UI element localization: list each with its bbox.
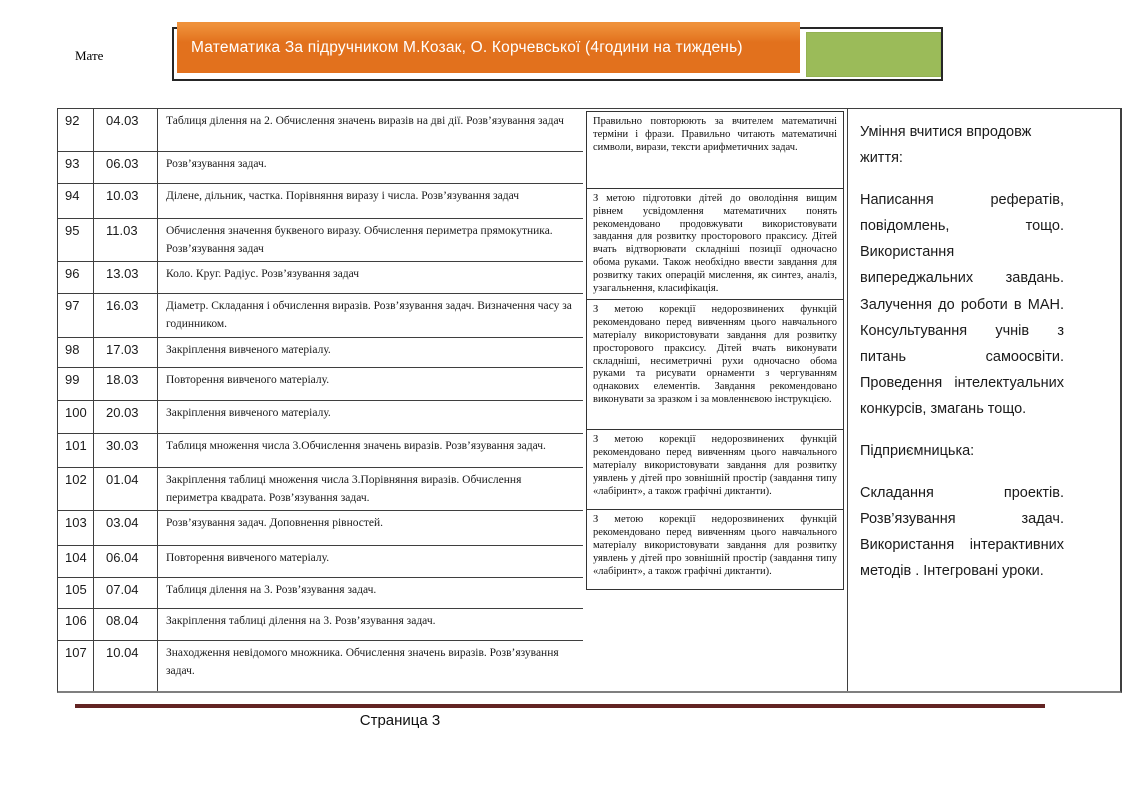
lesson-topic-cell: Закріплення вивченого матеріалу.: [166, 407, 331, 419]
table-row: [58, 152, 583, 184]
lesson-date-cell: 01.04: [94, 468, 158, 510]
lesson-number-cell: 94: [58, 184, 94, 218]
note-block: Правильно повторюють за вчителем математичні терміни і фрази. Правильно читають математичні символи, вирази, тексти арифметичних задач.: [586, 111, 844, 189]
table-row: [58, 184, 583, 219]
table-row: [58, 434, 583, 468]
lesson-topic-cell: Розв’язування задач. Доповнення рівностей.: [166, 517, 384, 529]
lesson-topic-cell: Коло. Круг. Радіус. Розв’язування задач: [166, 268, 360, 280]
corner-fragment-text: Мате: [75, 48, 104, 63]
lesson-date-cell: 11.03: [94, 219, 158, 261]
lesson-date-cell: 13.03: [94, 262, 158, 293]
lesson-topic-cell: Закріплення вивченого матеріалу.: [166, 344, 331, 356]
competencies-column: [848, 109, 1120, 691]
lesson-topic-cell: Таблиця множення числа 3.Обчислення значень виразів. Розв’язування задач.: [166, 440, 546, 452]
lesson-number-cell: 104: [58, 546, 94, 577]
lesson-date-cell: 18.03: [94, 368, 158, 400]
lesson-topic-cell: Повторення вивченого матеріалу.: [166, 552, 330, 564]
lesson-topic-cell: Таблиця ділення на 3. Розв’язування задач.: [166, 584, 377, 596]
table-row: [58, 578, 583, 609]
lesson-number-cell: 98: [58, 338, 94, 367]
table-row: [58, 468, 583, 511]
competency-paragraph: Написання рефератів, повідомлень, тощо. Використання випереджальних завдань. Залучення до роботи в МАН. Консультування учнів з питань самоосвіти. Проведення інтелектуальних конкурсів, змагань тощо.: [860, 192, 1064, 417]
lesson-date-cell: 10.04: [94, 641, 158, 691]
lesson-number-cell: 102: [58, 468, 94, 510]
table-row: [58, 511, 583, 546]
lesson-date-cell: 04.03: [94, 109, 158, 151]
note-block: З метою підготовки дітей до оволодіння вищим рівнем усвідомлення математичних понять рекомендовано продовжувати використовувати завдання для розвитку просторового праксису. Дітей вчать відтворювати складніші позиції одночасно обома руками. Також необхідно ввести завдання для розвитку таких операцій мислення, як синтез, аналіз, узагальнення, класифікація.: [586, 188, 844, 300]
lesson-number-cell: 95: [58, 219, 94, 261]
methodical-notes-column: [583, 109, 848, 691]
lesson-date-cell: 03.04: [94, 511, 158, 545]
lesson-topic-cell: Повторення вивченого матеріалу.: [166, 374, 330, 386]
lesson-rows-section: [58, 109, 583, 691]
page-number-label: Страница 3: [359, 712, 441, 729]
competency-heading: Підприємницька:: [860, 443, 975, 460]
lesson-topic-cell: Закріплення таблиці множення числа 3.Порівняння виразів. Обчислення периметра квадрата. Розв’язування задач.: [166, 474, 522, 504]
table-row: [58, 609, 583, 641]
lesson-date-cell: 06.03: [94, 152, 158, 183]
table-row: [58, 401, 583, 434]
note-block: З метою корекції недорозвинених функцій рекомендовано перед вивченням цього навчального матеріалу використовувати завдання для розвитку просторового праксису. Дітей вчать виконувати складніші, несиметричні рухи одночасно обома руками та рисувати орнаменти з чергуванням однакових елементів. Завдання рекомендовано виконувати за зразком і за мовленнєвою інструкцією.: [586, 299, 844, 430]
lesson-number-cell: 101: [58, 434, 94, 467]
lesson-schedule-table: [57, 108, 1122, 693]
note-block: З метою корекції недорозвинених функцій рекомендовано перед вивченням цього навчального матеріалу використовувати завдання для розвитку уявлень у дітей про зовнішній простір (завдання типу «лабіринт», а також графічні диктанти).: [586, 509, 844, 590]
lesson-number-cell: 106: [58, 609, 94, 640]
lesson-date-cell: 08.04: [94, 609, 158, 640]
lesson-date-cell: 20.03: [94, 401, 158, 433]
lesson-date-cell: 10.03: [94, 184, 158, 218]
lesson-number-cell: 92: [58, 109, 94, 151]
table-row: [58, 262, 583, 294]
competency-paragraph: Складання проектів. Розв’язування задач. Використання інтерактивних методів . Інтегровані уроки.: [860, 485, 1064, 580]
page-title: Математика За підручником М.Козак, О. Корчевської (4години на тиждень): [191, 38, 743, 56]
lesson-topic-cell: Діаметр. Складання і обчислення виразів. Розв’язування задач. Визначення часу за годинником.: [166, 300, 572, 330]
lesson-number-cell: 97: [58, 294, 94, 337]
lesson-topic-cell: Таблиця ділення на 2. Обчислення значень виразів на дві дії. Розв’язування задач: [166, 115, 564, 127]
lesson-number-cell: 103: [58, 511, 94, 545]
table-row: [58, 109, 583, 152]
footer-divider-rule: [75, 704, 1045, 708]
lesson-date-cell: 07.04: [94, 578, 158, 608]
lesson-date-cell: 17.03: [94, 338, 158, 367]
table-row: [58, 641, 583, 691]
header-banner: [177, 22, 800, 73]
table-row: [58, 294, 583, 338]
table-row: [58, 546, 583, 578]
lesson-number-cell: 99: [58, 368, 94, 400]
table-row: [58, 368, 583, 401]
lesson-topic-cell: Обчислення значення буквеного виразу. Обчислення периметра прямокутника. Розв’язування задач: [166, 225, 553, 255]
lesson-number-cell: 96: [58, 262, 94, 293]
lesson-date-cell: 30.03: [94, 434, 158, 467]
competency-heading: Уміння вчитися впродовж життя:: [860, 124, 1032, 167]
lesson-number-cell: 105: [58, 578, 94, 608]
lesson-number-cell: 100: [58, 401, 94, 433]
lesson-date-cell: 16.03: [94, 294, 158, 337]
table-row: [58, 338, 583, 368]
lesson-topic-cell: Ділене, дільник, частка. Порівняння виразу і числа. Розв’язування задач: [166, 190, 520, 202]
lesson-date-cell: 06.04: [94, 546, 158, 577]
lesson-topic-cell: Знаходження невідомого множника. Обчислення значень виразів. Розв’язування задач.: [166, 647, 559, 677]
table-row: [58, 219, 583, 262]
lesson-number-cell: 93: [58, 152, 94, 183]
header-accent-rectangle: [806, 32, 941, 77]
lesson-topic-cell: Закріплення таблиці ділення на 3. Розв’язування задач.: [166, 615, 436, 627]
lesson-topic-cell: Розв’язування задач.: [166, 158, 267, 170]
lesson-number-cell: 107: [58, 641, 94, 691]
note-block: З метою корекції недорозвинених функцій рекомендовано перед вивченням цього навчального матеріалу використовувати завдання для розвитку уявлень у дітей про зовнішній простір (завдання типу «лабіринт», а також графічні диктанти).: [586, 429, 844, 510]
